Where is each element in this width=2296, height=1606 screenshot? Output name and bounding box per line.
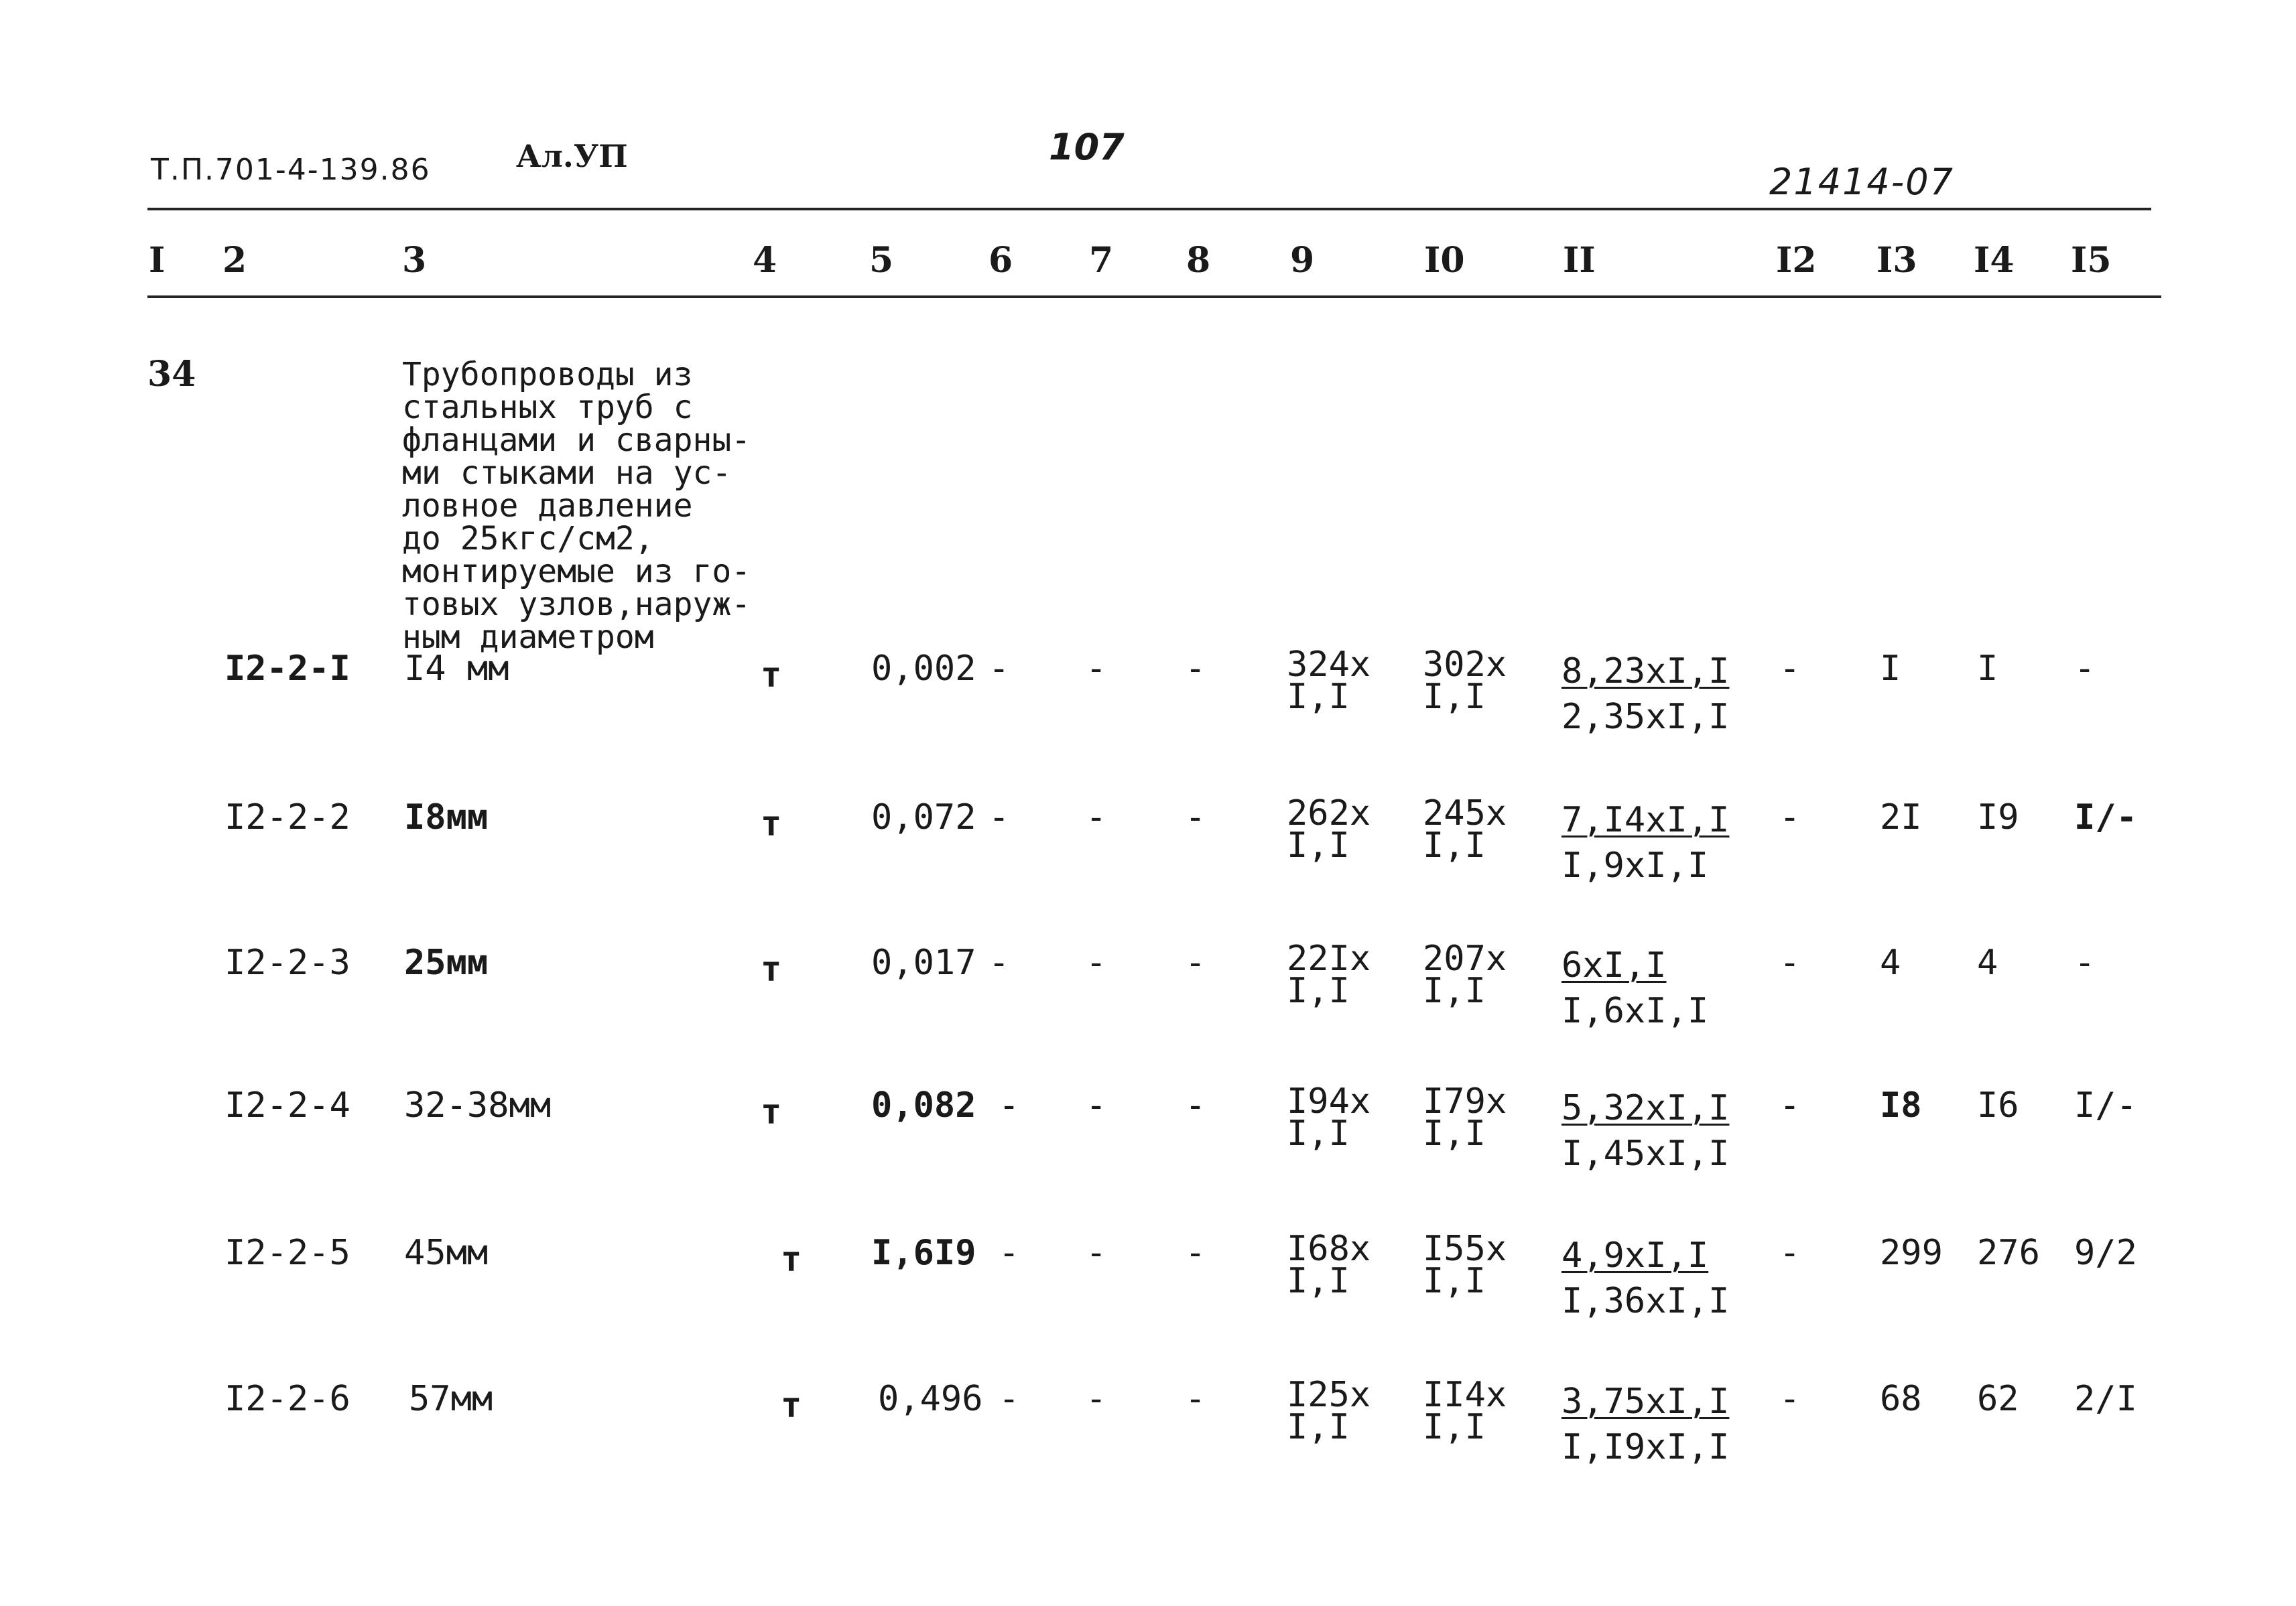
item-size: 32-38мм: [404, 1085, 552, 1126]
column-12-value: -: [1779, 1379, 1801, 1419]
table-row: [0, 939, 2296, 1077]
item-size: I4 мм: [404, 649, 509, 689]
description-line: Трубопроводы из: [402, 356, 693, 393]
description-line: фланцами и сварны-: [402, 421, 751, 459]
column-12-value: -: [1779, 797, 1801, 838]
header-rule-top: [147, 208, 2151, 210]
value-top: 245x: [1423, 793, 1507, 833]
item-code: I2-2-6: [225, 1379, 350, 1419]
header-rule-bottom: [147, 295, 2161, 298]
column-12-value: -: [1779, 649, 1801, 689]
column-13-value: 68: [1880, 1379, 1922, 1419]
column-10-value: [1423, 939, 1507, 1011]
description-line: до 25кгс/см2,: [402, 520, 654, 557]
value-top: I68x: [1287, 1229, 1371, 1269]
fraction-denominator: I,45xI,I: [1561, 1134, 1730, 1174]
column-8-value: -: [1185, 797, 1206, 838]
column-12-value: -: [1779, 1233, 1801, 1273]
column-7-value: -: [1086, 797, 1107, 838]
description-line: ми стыками на ус-: [402, 454, 732, 492]
item-code: I2-2-2: [225, 797, 350, 838]
column-14-value: I9: [1977, 797, 2019, 838]
section-number: 34: [147, 354, 196, 395]
column-number: 3: [402, 240, 427, 281]
fraction-numerator: 8,23xI,I: [1561, 651, 1730, 691]
item-size: I8мм: [404, 797, 489, 838]
value-bottom: I,I: [1423, 1114, 1486, 1154]
value-bottom: I,I: [1423, 971, 1486, 1011]
value-top: I25x: [1287, 1375, 1371, 1415]
table-row: [0, 793, 2296, 931]
fraction-denominator: I,I9xI,I: [1561, 1427, 1730, 1467]
value-top: 324x: [1287, 645, 1371, 685]
column-6-value: -: [999, 1085, 1020, 1126]
value-top: I55x: [1423, 1229, 1507, 1269]
description-line: монтируемые из го-: [402, 553, 751, 590]
item-size: 45мм: [404, 1233, 489, 1273]
description-line: товых узлов,наруж-: [402, 586, 751, 623]
column-6-value: -: [988, 649, 1010, 689]
value-bottom: I,I: [1423, 677, 1486, 717]
column-9-value: [1287, 1081, 1371, 1154]
document-reference: Т.П.701-4-139.86: [151, 153, 431, 187]
item-size: 57мм: [409, 1379, 493, 1419]
value-top: II4x: [1423, 1375, 1507, 1415]
column-11-fraction: [1561, 943, 1708, 1034]
column-10-value: [1423, 793, 1507, 866]
table-row: [0, 1229, 2296, 1367]
fraction-numerator: 6xI,I: [1561, 945, 1667, 986]
fraction-denominator: I,36xI,I: [1561, 1281, 1730, 1321]
description-line: стальных труб с: [402, 389, 693, 426]
value-bottom: I,I: [1423, 1261, 1486, 1301]
column-11-fraction: [1561, 1233, 1729, 1324]
column-13-value: 2I: [1880, 797, 1922, 838]
column-9-value: [1287, 645, 1371, 717]
value-bottom: I,I: [1287, 971, 1350, 1011]
column-6-value: -: [988, 943, 1010, 983]
column-6-value: -: [999, 1379, 1020, 1419]
column-number: I2: [1776, 240, 1817, 281]
item-quantity: 0,072: [871, 797, 976, 838]
value-bottom: I,I: [1287, 825, 1350, 866]
column-8-value: -: [1185, 649, 1206, 689]
column-15-value: -: [2074, 649, 2096, 689]
column-7-value: -: [1086, 1085, 1107, 1126]
column-11-fraction: [1561, 1379, 1729, 1470]
section-description: [402, 358, 764, 654]
value-top: 207x: [1423, 939, 1507, 979]
column-6-value: -: [999, 1233, 1020, 1273]
column-13-value: 4: [1880, 943, 1901, 983]
column-14-value: 4: [1977, 943, 1998, 983]
column-10-value: [1423, 1375, 1507, 1447]
column-8-value: -: [1185, 1085, 1206, 1126]
column-14-value: I: [1977, 649, 1998, 689]
description-line: ловное давление: [402, 487, 693, 525]
table-row: [0, 645, 2296, 783]
item-code: I2-2-5: [225, 1233, 350, 1273]
column-number: 2: [222, 240, 247, 281]
item-quantity: I,6I9: [871, 1233, 976, 1273]
column-11-fraction: [1561, 797, 1729, 888]
value-bottom: I,I: [1287, 677, 1350, 717]
column-14-value: 276: [1977, 1233, 2040, 1273]
description-line: ным диаметром: [402, 618, 654, 656]
column-14-value: I6: [1977, 1085, 2019, 1126]
column-number: I: [149, 240, 166, 281]
item-code: I2-2-3: [225, 943, 350, 983]
fraction-denominator: I,9xI,I: [1561, 846, 1709, 886]
item-unit: т: [761, 949, 782, 990]
item-quantity: 0,002: [871, 649, 976, 689]
table-row: [0, 1375, 2296, 1513]
column-number: 5: [869, 240, 894, 281]
item-unit: т: [781, 1386, 802, 1426]
fraction-numerator: 7,I4xI,I: [1561, 800, 1730, 840]
value-top: I94x: [1287, 1081, 1371, 1122]
column-number: I4: [1974, 240, 2015, 281]
value-bottom: I,I: [1287, 1114, 1350, 1154]
item-quantity: 0,017: [871, 943, 976, 983]
page-number: 107: [1049, 126, 1125, 168]
column-8-value: -: [1185, 943, 1206, 983]
column-9-value: [1287, 793, 1371, 866]
item-quantity: 0,496: [878, 1379, 983, 1419]
column-10-value: [1423, 1081, 1507, 1154]
column-13-value: I: [1880, 649, 1901, 689]
column-number: II: [1563, 240, 1596, 281]
column-number: 4: [753, 240, 777, 281]
column-number: I5: [2071, 240, 2112, 281]
fraction-numerator: 4,9xI,I: [1561, 1235, 1709, 1276]
column-10-value: [1423, 1229, 1507, 1301]
column-12-value: -: [1779, 1085, 1801, 1126]
item-unit: т: [781, 1240, 802, 1280]
value-top: 262x: [1287, 793, 1371, 833]
column-13-value: 299: [1880, 1233, 1943, 1273]
document-code: 21414-07: [1769, 161, 1954, 203]
fraction-numerator: 3,75xI,I: [1561, 1382, 1730, 1422]
column-9-value: [1287, 939, 1371, 1011]
value-bottom: I,I: [1423, 1407, 1486, 1447]
value-bottom: I,I: [1287, 1261, 1350, 1301]
column-number: 7: [1089, 240, 1114, 281]
column-8-value: -: [1185, 1233, 1206, 1273]
value-top: 302x: [1423, 645, 1507, 685]
column-number: I3: [1876, 240, 1917, 281]
item-code: I2-2-I: [225, 649, 350, 689]
table-row: [0, 1081, 2296, 1219]
fraction-denominator: I,6xI,I: [1561, 991, 1709, 1031]
column-15-value: I/-: [2074, 1085, 2137, 1126]
item-unit: т: [761, 655, 782, 695]
column-13-value: I8: [1880, 1085, 1922, 1126]
sheet-label: Ал.УП: [516, 138, 628, 174]
value-top: 22Ix: [1287, 939, 1371, 979]
value-bottom: I,I: [1287, 1407, 1350, 1447]
column-7-value: -: [1086, 943, 1107, 983]
column-9-value: [1287, 1229, 1371, 1301]
column-11-fraction: [1561, 649, 1729, 740]
column-7-value: -: [1086, 649, 1107, 689]
column-10-value: [1423, 645, 1507, 717]
item-unit: т: [761, 804, 782, 844]
column-6-value: -: [988, 797, 1010, 838]
item-size: 25мм: [404, 943, 489, 983]
column-7-value: -: [1086, 1379, 1107, 1419]
column-15-value: 2/I: [2074, 1379, 2137, 1419]
column-number: I0: [1424, 240, 1465, 281]
value-top: I79x: [1423, 1081, 1507, 1122]
column-9-value: [1287, 1375, 1371, 1447]
column-7-value: -: [1086, 1233, 1107, 1273]
column-11-fraction: [1561, 1085, 1729, 1177]
fraction-numerator: 5,32xI,I: [1561, 1088, 1730, 1128]
value-bottom: I,I: [1423, 825, 1486, 866]
item-unit: т: [761, 1092, 782, 1132]
item-quantity: 0,082: [871, 1085, 976, 1126]
column-number: 6: [988, 240, 1013, 281]
column-15-value: 9/2: [2074, 1233, 2137, 1273]
column-14-value: 62: [1977, 1379, 2019, 1419]
column-8-value: -: [1185, 1379, 1206, 1419]
column-15-value: I/-: [2074, 797, 2137, 838]
item-code: I2-2-4: [225, 1085, 350, 1126]
column-number: 9: [1290, 240, 1315, 281]
column-15-value: -: [2074, 943, 2096, 983]
column-12-value: -: [1779, 943, 1801, 983]
fraction-denominator: 2,35xI,I: [1561, 697, 1730, 737]
column-number: 8: [1186, 240, 1211, 281]
